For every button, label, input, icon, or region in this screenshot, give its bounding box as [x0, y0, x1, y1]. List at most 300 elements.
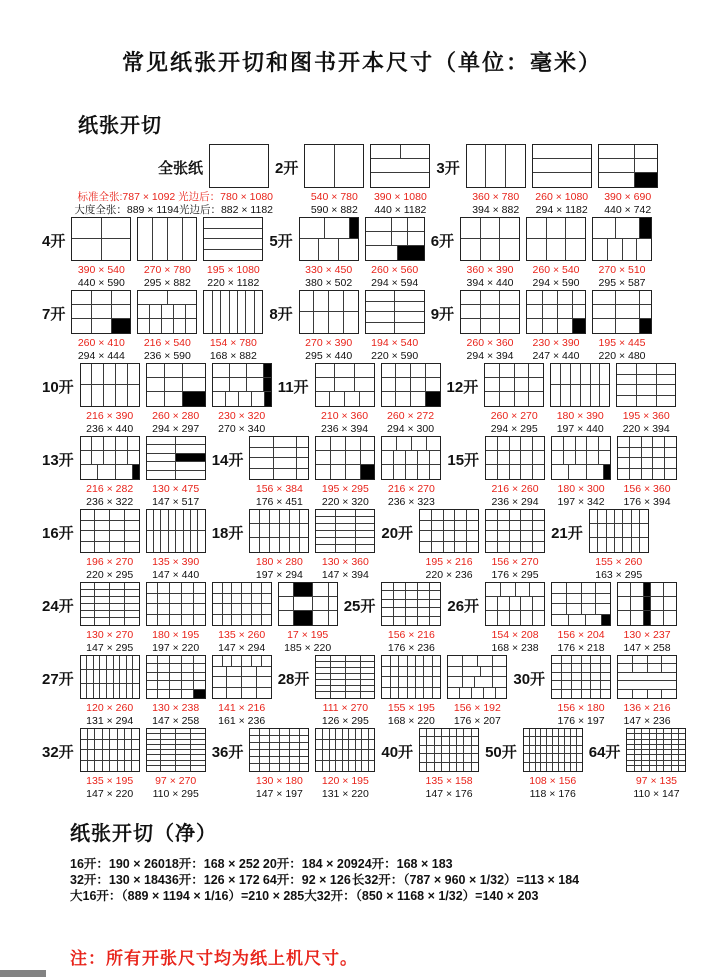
paper-cell — [274, 437, 297, 448]
paper-cell — [147, 445, 177, 453]
paper-cell — [558, 319, 573, 333]
paper-row — [382, 437, 440, 451]
paper-cell — [81, 437, 93, 451]
paper-cell — [300, 750, 309, 757]
paper-cell — [270, 764, 280, 771]
paper-sheet — [381, 582, 441, 626]
paper-cell — [394, 617, 406, 625]
paper-cell — [467, 521, 478, 532]
waste-cell — [640, 319, 651, 333]
paper-cell — [72, 305, 92, 319]
paper-cell — [637, 364, 657, 375]
paper-cell — [500, 305, 519, 319]
paper-cell — [366, 218, 392, 232]
paper-cell — [640, 510, 647, 524]
paper-cell — [572, 681, 582, 689]
paper-cell — [533, 531, 544, 542]
paper-diagram — [526, 217, 586, 290]
paper-cell — [569, 465, 586, 479]
cut-size-red: 390 × 540 — [77, 264, 125, 276]
cut-size-red: 195 × 445 — [598, 337, 646, 349]
paper-cell — [316, 378, 336, 392]
paper-cell — [335, 378, 355, 392]
paper-cell — [325, 218, 350, 239]
paper-cell — [81, 451, 93, 465]
cut-size-black: 295 × 587 — [598, 277, 646, 289]
paper-cell — [257, 677, 271, 688]
paper-cell — [250, 458, 273, 469]
paper-cell — [562, 664, 572, 672]
paper-cell — [457, 729, 464, 737]
paper-cell — [382, 617, 394, 625]
paper-cell — [255, 291, 262, 333]
paper-cell — [591, 385, 601, 406]
net-size-item: 大32开：（850 × 1168 × 1/32）=140 × 203 — [304, 889, 539, 903]
paper-cell — [521, 611, 533, 625]
paper-diagram — [315, 655, 375, 728]
cut-size-black: 394 × 440 — [466, 277, 514, 289]
paper-row — [81, 542, 139, 553]
paper-cell — [416, 677, 424, 688]
paper-row — [81, 583, 139, 590]
paper-cell — [366, 291, 396, 302]
paper-cell — [355, 378, 374, 392]
paper-cell — [427, 729, 434, 737]
cut-size-black: 110 × 295 — [152, 788, 199, 800]
paper-cell — [110, 618, 125, 625]
paper-cell — [316, 364, 336, 378]
paper-row — [382, 600, 440, 608]
paper-cell — [329, 291, 344, 312]
paper-row — [382, 583, 440, 591]
paper-cell — [486, 437, 498, 451]
paper-sheet — [551, 582, 611, 626]
paper-cell — [478, 656, 493, 667]
cut-row-1 — [0, 144, 724, 217]
paper-cell — [125, 583, 139, 590]
paper-cell — [213, 677, 228, 688]
paper-cell — [486, 542, 498, 553]
paper-cell — [95, 604, 110, 611]
paper-cell — [632, 524, 640, 538]
paper-cell — [250, 750, 260, 757]
paper-cell — [300, 239, 320, 260]
paper-sheet — [381, 655, 441, 699]
paper-row — [366, 323, 424, 334]
paper-cell — [442, 754, 449, 762]
paper-diagram — [617, 582, 677, 655]
paper-row — [81, 590, 139, 597]
paper-cell — [411, 378, 426, 392]
paper-cell — [427, 737, 434, 745]
paper-cell — [648, 664, 663, 672]
paper-cell — [95, 531, 110, 542]
paper-cell — [133, 670, 139, 684]
scan-artifact — [0, 970, 46, 977]
paper-diagram — [485, 509, 545, 582]
paper-cell — [463, 667, 481, 678]
paper-sheet — [80, 655, 140, 699]
paper-cell — [552, 594, 567, 605]
cut-size-black: 147 × 440 — [152, 569, 200, 581]
paper-cell — [472, 737, 478, 745]
paper-cell — [498, 542, 510, 553]
paper-cell — [664, 611, 676, 625]
paper-row — [147, 364, 205, 378]
paper-sheet — [80, 582, 140, 626]
cut-row-2 — [0, 217, 724, 290]
cut-size-red: 156 × 360 — [623, 483, 671, 495]
paper-cell — [138, 319, 150, 333]
kai-count-label: 8开 — [269, 306, 293, 323]
paper-cell — [260, 750, 270, 757]
paper-cell — [110, 590, 125, 597]
paper-row — [213, 378, 271, 392]
paper-cell — [250, 538, 260, 552]
paper-diagram — [315, 728, 375, 801]
paper-cell — [104, 451, 116, 465]
paper-cell — [250, 469, 273, 480]
paper-cell — [232, 604, 242, 615]
paper-cell — [420, 746, 427, 754]
cut-size-red: 156 × 180 — [557, 702, 605, 714]
cut-size-black: 147 × 394 — [321, 569, 369, 581]
cut-size-red: 260 × 540 — [532, 264, 580, 276]
paper-cell — [464, 754, 471, 762]
paper-row — [593, 319, 651, 333]
paper-row — [316, 538, 374, 545]
paper-cell — [191, 766, 205, 771]
paper-sheet — [526, 290, 586, 334]
paper-cell — [472, 746, 478, 754]
paper-cell — [316, 531, 336, 538]
paper-row — [204, 291, 262, 333]
net-size-item: 18开：168 × 252 — [164, 857, 260, 871]
paper-cell — [316, 538, 336, 545]
paper-cell — [593, 218, 616, 239]
paper-cell — [242, 688, 257, 699]
paper-cell — [485, 378, 500, 392]
cut-size-black: 294 × 300 — [387, 423, 435, 435]
paper-row — [204, 239, 262, 250]
paper-cell — [81, 611, 96, 618]
paper-cell — [590, 524, 598, 538]
paper-cell — [158, 583, 170, 594]
paper-cell — [481, 667, 493, 678]
cut-size-black: 176 × 394 — [623, 496, 671, 508]
cut-size-red: 108 × 156 — [529, 775, 577, 787]
paper-diagram — [484, 363, 544, 436]
paper-row — [316, 729, 374, 740]
paper-cell — [290, 538, 300, 552]
paper-cell — [500, 291, 519, 305]
paper-row — [204, 229, 262, 240]
paper-cell — [382, 364, 397, 378]
cut-size-black: 185 × 220 — [284, 642, 332, 654]
paper-diagram — [212, 363, 272, 436]
paper-row — [72, 305, 130, 319]
paper-sheet — [485, 582, 545, 626]
paper-cell — [618, 673, 676, 681]
paper-cell — [382, 591, 394, 599]
paper-cell — [316, 451, 331, 465]
paper-diagram — [485, 582, 545, 655]
paper-sheet — [526, 217, 586, 261]
paper-cell — [593, 239, 608, 260]
paper-diagram — [616, 363, 676, 436]
paper-row — [300, 312, 358, 333]
paper-cell — [361, 692, 375, 698]
paper-cell — [618, 597, 631, 611]
kai-count-label: 2开 — [275, 160, 299, 177]
paper-sheet — [460, 290, 520, 334]
paper-row — [81, 521, 139, 532]
paper-cell — [587, 437, 599, 451]
paper-sheet — [212, 363, 272, 407]
paper-cell — [170, 681, 182, 689]
paper-cell — [316, 524, 336, 531]
cut-size-red: 270 × 390 — [305, 337, 353, 349]
paper-cell — [596, 604, 610, 615]
paper-cell — [81, 740, 88, 751]
paper-cell — [631, 583, 644, 597]
paper-cell — [521, 597, 533, 611]
paper-row — [250, 743, 308, 750]
paper-cell — [104, 385, 116, 406]
paper-row — [461, 218, 519, 239]
paper-row — [618, 611, 676, 625]
paper-cell — [552, 664, 562, 672]
paper-cell — [81, 604, 96, 611]
paper-cell — [521, 465, 533, 479]
paper-cell — [280, 524, 290, 538]
paper-cell — [618, 656, 633, 664]
paper-cell — [128, 437, 139, 451]
paper-cell — [290, 764, 300, 771]
cut-size-red: 360 × 780 — [472, 191, 520, 203]
paper-cell — [394, 600, 406, 608]
cut-size-red: 97 × 270 — [155, 775, 197, 787]
paper-cell — [227, 667, 242, 678]
paper-cell — [600, 385, 609, 406]
paper-row — [552, 681, 610, 689]
paper-cell — [300, 757, 309, 764]
paper-row — [81, 451, 139, 465]
paper-cell — [567, 583, 582, 594]
paper-row — [382, 667, 440, 678]
paper-cell — [424, 656, 432, 667]
paper-cell — [116, 465, 134, 479]
paper-cell — [420, 542, 432, 553]
paper-row — [599, 145, 657, 159]
paper-row — [618, 469, 676, 480]
paper-diagram — [419, 728, 479, 801]
paper-cell — [118, 750, 125, 761]
paper-cell — [581, 385, 591, 406]
paper-row — [382, 364, 440, 378]
paper-cell — [125, 531, 139, 542]
paper-cell — [174, 319, 186, 333]
paper-row — [533, 159, 591, 173]
paper-cell — [147, 531, 154, 552]
paper-cell — [420, 521, 432, 532]
paper-cell — [290, 729, 300, 736]
paper-cell — [147, 378, 165, 392]
paper-row — [366, 302, 424, 313]
paper-cell — [401, 145, 430, 159]
paper-cell — [344, 312, 358, 333]
paper-cell — [92, 305, 112, 319]
paper-sheet — [626, 728, 686, 772]
paper-row — [366, 232, 424, 246]
paper-diagram — [80, 655, 140, 728]
paper-cell — [356, 538, 375, 545]
paper-cell — [260, 729, 270, 736]
paper-diagram — [203, 217, 263, 290]
paper-cell — [521, 531, 533, 542]
paper-cell — [213, 583, 223, 594]
paper-cell — [361, 451, 375, 465]
paper-cell — [498, 597, 510, 611]
paper-row — [213, 615, 271, 626]
paper-cell — [640, 538, 647, 552]
paper-cell — [572, 673, 582, 681]
waste-cell — [194, 690, 205, 698]
paper-cell — [147, 594, 159, 605]
paper-cell — [630, 469, 642, 480]
paper-cell — [382, 608, 394, 616]
paper-cell — [420, 754, 427, 762]
paper-cell — [138, 218, 153, 260]
cut-size-black: 118 × 176 — [529, 788, 576, 800]
paper-row — [420, 737, 478, 745]
paper-cell — [635, 766, 642, 771]
paper-sheet — [381, 363, 441, 407]
paper-cell — [147, 681, 159, 689]
cut-size-black: 168 × 882 — [209, 350, 257, 362]
cut-size-red: 111 × 270 — [322, 702, 369, 714]
paper-cell — [72, 319, 92, 333]
paper-sheet — [598, 144, 658, 188]
cut-size-black: 147 × 294 — [218, 642, 266, 654]
paper-cell — [147, 454, 177, 462]
paper-cell — [408, 667, 416, 678]
paper-cell — [213, 615, 223, 626]
paper-cell — [484, 688, 496, 699]
paper-cell — [566, 239, 585, 260]
paper-cell — [250, 743, 260, 750]
paper-cell — [95, 611, 110, 618]
paper-cell — [147, 583, 159, 594]
paper-diagram — [617, 436, 677, 509]
waste-cell — [398, 246, 424, 260]
cut-size-black: 147 × 197 — [255, 788, 303, 800]
kai-count-label: 25开 — [343, 598, 376, 615]
paper-cell — [406, 465, 418, 479]
paper-cell — [461, 291, 481, 305]
paper-cell — [366, 302, 396, 313]
paper-cell — [300, 291, 315, 312]
paper-row — [382, 465, 440, 479]
paper-row — [279, 597, 337, 611]
paper-cell — [406, 608, 418, 616]
paper-cell — [510, 611, 522, 625]
paper-cell — [223, 583, 233, 594]
paper-cell — [238, 291, 246, 333]
cut-size-black: 220 × 394 — [622, 423, 670, 435]
paper-sheet — [212, 655, 272, 699]
paper-cell — [242, 594, 252, 605]
paper-diagram — [523, 728, 583, 801]
paper-cell — [593, 291, 616, 305]
kai-count-label: 21开 — [551, 525, 583, 542]
paper-cell — [394, 608, 406, 616]
paper-cell — [408, 218, 424, 232]
paper-diagram — [137, 290, 197, 363]
paper-cell — [633, 656, 648, 664]
paper-row — [147, 583, 205, 594]
paper-sheet — [146, 436, 206, 480]
paper-cell — [133, 656, 139, 670]
paper-cell — [515, 364, 530, 378]
paper-cell — [125, 542, 139, 553]
paper-row — [618, 664, 676, 672]
paper-cell — [618, 681, 676, 689]
cut-size-black: 220 × 590 — [371, 350, 419, 362]
paper-diagram — [203, 290, 263, 363]
cut-size-black: 220 × 295 — [86, 569, 134, 581]
paper-cell — [552, 583, 567, 594]
paper-cell — [552, 681, 562, 689]
paper-cell — [486, 531, 498, 542]
paper-cell — [596, 583, 610, 594]
paper-cell — [635, 145, 657, 159]
paper-cell — [633, 664, 648, 672]
paper-cell — [457, 763, 464, 771]
paper-cell — [262, 583, 271, 594]
waste-cell — [604, 465, 610, 479]
paper-cell — [81, 590, 96, 597]
paper-diagram — [299, 217, 359, 290]
paper-row — [599, 159, 657, 173]
paper-cell — [81, 597, 96, 604]
paper-row — [485, 364, 543, 378]
paper-cell — [72, 291, 92, 305]
waste-cell — [265, 392, 271, 406]
cut-size-black: 147 × 236 — [623, 715, 671, 727]
paper-cell — [558, 291, 573, 305]
paper-cell — [416, 656, 424, 667]
paper-cell — [399, 667, 407, 678]
kai-count-label: 5开 — [269, 233, 293, 250]
paper-cell — [642, 458, 654, 469]
paper-cell — [576, 437, 588, 451]
paper-cell — [529, 364, 543, 378]
paper-row — [204, 218, 262, 229]
paper-cell — [408, 688, 416, 699]
paper-row — [213, 583, 271, 594]
paper-cell — [582, 583, 597, 594]
paper-cell — [95, 761, 102, 772]
cut-row-9 — [0, 728, 724, 801]
net-sizes-area — [0, 856, 724, 904]
paper-cell — [463, 677, 475, 688]
paper-cell — [430, 617, 441, 625]
paper-cell — [184, 510, 191, 531]
paper-cell — [662, 656, 676, 664]
paper-cell — [274, 448, 297, 459]
paper-cell — [576, 451, 588, 465]
